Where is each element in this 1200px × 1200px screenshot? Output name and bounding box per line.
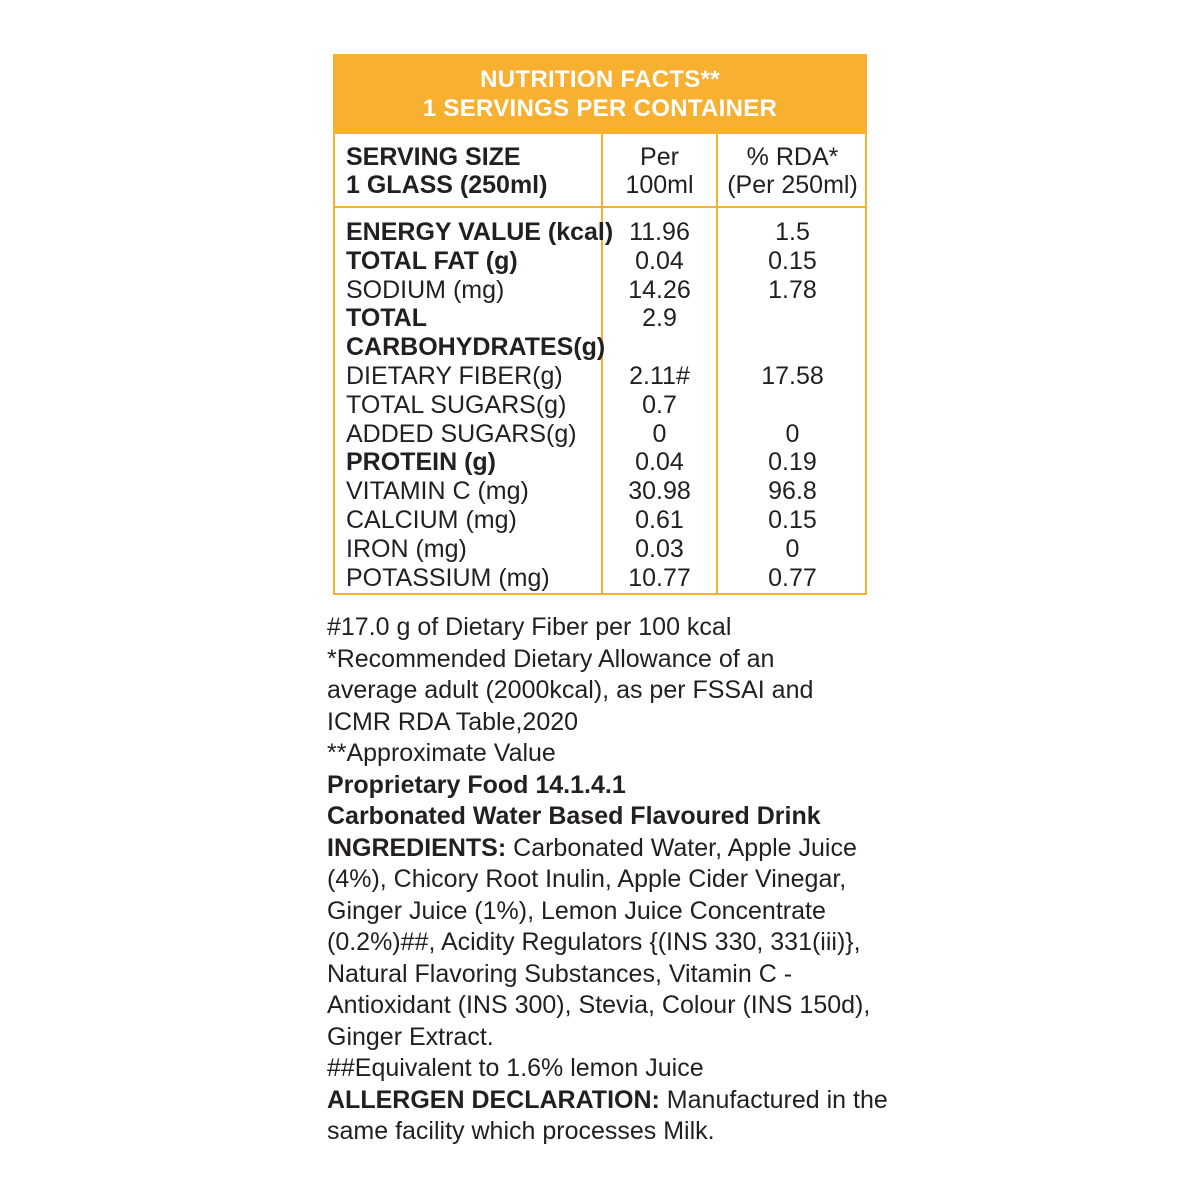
nutrient-rda: 1.5 (775, 218, 810, 246)
lemon-note: ##Equivalent to 1.6% lemon Juice (327, 1054, 704, 1082)
nutrient-per-100ml: 0.04 (635, 247, 684, 275)
fiber-note: #17.0 g of Dietary Fiber per 100 kcal (327, 613, 732, 641)
nutrient-label: TOTAL SUGARS(g) (346, 391, 567, 419)
rda-note-line: average adult (2000kcal), as per FSSAI and (327, 676, 814, 704)
nutrient-label: SODIUM (mg) (346, 276, 505, 304)
ingredients-label: INGREDIENTS: (327, 833, 507, 862)
nutrient-per-100ml: 0.61 (635, 506, 684, 534)
nutrition-header (335, 56, 865, 134)
approx-note: **Approximate Value (327, 739, 556, 767)
nutrition-facts-panel (333, 54, 867, 595)
nutrient-rda: 96.8 (768, 477, 817, 505)
nutrient-rda: 1.78 (768, 276, 817, 304)
label-notes (327, 612, 887, 1148)
nutrient-label: ENERGY VALUE (kcal) (346, 218, 614, 246)
nutrient-label: DIETARY FIBER(g) (346, 362, 563, 390)
nutrient-rda: 0.19 (768, 448, 817, 476)
ingredients-line: (0.2%)##, Acidity Regulators {(INS 330, 331(iii)}, (327, 928, 861, 956)
per-column-unit: 100ml (625, 171, 694, 199)
header-row-divider (335, 206, 865, 208)
proprietary-food: Proprietary Food 14.1.4.1 (327, 770, 626, 799)
ingredients-line: (4%), Chicory Root Inulin, Apple Cider Vinegar, (327, 865, 847, 893)
nutrient-label: VITAMIN C (mg) (346, 477, 529, 505)
nutrient-label: CARBOHYDRATES(g) (346, 333, 606, 361)
rda-note-line: ICMR RDA Table,2020 (327, 707, 579, 736)
allergen-line: same facility which processes Milk. (327, 1117, 715, 1145)
ingredients-line: Antioxidant (INS 300), Stevia, Colour (INS 150d), (327, 991, 871, 1019)
allergen-text: Manufactured in the (659, 1085, 888, 1114)
per-column-header: Per (640, 143, 679, 171)
nutrient-per-100ml: 0.7 (642, 391, 677, 419)
drink-type: Carbonated Water Based Flavoured Drink (327, 802, 821, 830)
ingredients-line: Natural Flavoring Substances, Vitamin C - (327, 959, 793, 988)
nutrient-label: PROTEIN (g) (346, 448, 496, 476)
nutrient-per-100ml: 2.11# (629, 362, 690, 390)
nutrient-rda: 0 (785, 420, 800, 448)
ingredients-line: Ginger Extract. (327, 1022, 494, 1051)
nutrient-label: TOTAL FAT (g) (346, 247, 518, 275)
nutrient-per-100ml: 30.98 (628, 477, 691, 505)
rda-column-unit: (Per 250ml) (727, 171, 858, 199)
nutrient-label: POTASSIUM (mg) (346, 564, 550, 592)
nutrient-rda: 17.58 (761, 362, 824, 390)
nutrient-per-100ml: 0.04 (635, 448, 684, 476)
nutrient-per-100ml: 0 (652, 420, 667, 448)
allergen-label: ALLERGEN DECLARATION: (327, 1085, 660, 1114)
nutrient-per-100ml: 11.96 (629, 218, 690, 246)
servings-per-container: 1 SERVINGS PER CONTAINER (422, 95, 778, 122)
nutrient-rda: 0 (785, 535, 800, 563)
rda-column-header: % RDA* (746, 143, 839, 171)
nutrient-rda: 0.15 (768, 506, 817, 534)
ingredients-line: Ginger Juice (1%), Lemon Juice Concentrate (327, 896, 826, 925)
serving-size-label: SERVING SIZE (346, 143, 521, 171)
ingredients-line (327, 833, 887, 865)
nutrient-rda: 0.15 (768, 247, 817, 275)
nutrient-per-100ml: 14.26 (628, 276, 691, 304)
nutrient-per-100ml: 2.9 (642, 304, 677, 332)
nutrient-label: TOTAL (346, 304, 428, 332)
nutrient-per-100ml: 0.03 (635, 535, 684, 563)
nutrient-per-100ml: 10.77 (628, 564, 691, 592)
nutrient-label: ADDED SUGARS(g) (346, 420, 577, 448)
nutrient-rda: 0.77 (768, 564, 817, 592)
nutrient-label: CALCIUM (mg) (346, 506, 517, 534)
ingredients-text: Carbonated Water, Apple Juice (506, 833, 857, 862)
serving-size-value: 1 GLASS (250ml) (346, 171, 548, 199)
nutrient-label: IRON (mg) (346, 535, 467, 563)
allergen-line (327, 1085, 887, 1117)
rda-note-line: *Recommended Dietary Allowance of an (327, 644, 775, 673)
nutrition-title: NUTRITION FACTS** (480, 66, 720, 93)
